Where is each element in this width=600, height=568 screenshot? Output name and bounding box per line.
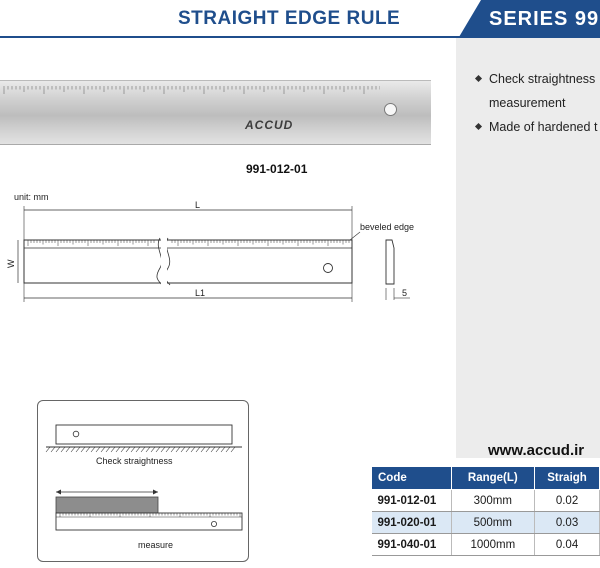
hatch-line — [106, 447, 110, 452]
feature-text: Made of hardened t — [489, 120, 598, 134]
hatch-line — [121, 447, 125, 452]
unit-label: unit: mm — [14, 192, 49, 202]
hatch-line — [46, 447, 50, 452]
hatch-line — [171, 447, 175, 452]
leader-line — [350, 232, 360, 240]
hatch-line — [186, 447, 190, 452]
hole-icon — [73, 431, 79, 437]
column-header-code: Code — [372, 467, 452, 490]
beveled-edge-label: beveled edge — [360, 222, 415, 232]
hatch-line — [71, 447, 75, 452]
ruler-scale-marks — [0, 84, 380, 98]
table-row — [372, 490, 600, 512]
usage-illustration — [37, 400, 249, 562]
hatch-line — [111, 447, 115, 452]
hatch-line — [196, 447, 200, 452]
cell-range: 300mm — [451, 490, 534, 512]
hatch-line — [141, 447, 145, 452]
feature-text: measurement — [489, 96, 566, 110]
page-title: STRAIGHT EDGE RULE — [178, 8, 401, 29]
ruler-outline — [56, 425, 232, 444]
hatch-line — [156, 447, 160, 452]
series-title: SERIES 99 — [489, 8, 600, 30]
length1-label: L1 — [195, 288, 206, 298]
hatch-line — [161, 447, 165, 452]
hatch-line — [216, 447, 220, 452]
break-gap — [161, 238, 167, 286]
measure-label: measure — [138, 540, 174, 550]
cell-straightness: 0.03 — [535, 512, 600, 534]
cell-code: 991-040-01 — [372, 534, 452, 556]
hatch-line — [96, 447, 100, 452]
hatch-line — [221, 447, 225, 452]
hatch-line — [176, 447, 180, 452]
arrow-head-icon — [56, 490, 61, 495]
hatch-line — [81, 447, 85, 452]
column-header-straightness: Straigh — [535, 467, 600, 490]
hatch-line — [116, 447, 120, 452]
surface-hatch — [46, 447, 235, 452]
technical-drawing — [0, 188, 440, 308]
hatch-line — [206, 447, 210, 452]
feature-item — [476, 72, 595, 86]
hatch-line — [56, 447, 60, 452]
feature-item-continued — [489, 96, 565, 110]
cell-code: 991-012-01 — [372, 490, 452, 512]
cell-straightness: 0.04 — [535, 534, 600, 556]
hatch-line — [101, 447, 105, 452]
arrow-head-icon — [153, 490, 158, 495]
hatch-line — [136, 447, 140, 452]
cell-range: 500mm — [451, 512, 534, 534]
check-label: Check straightness — [96, 456, 173, 466]
hatch-line — [126, 447, 130, 452]
website-url: www.accud.ir — [488, 442, 585, 459]
hatch-line — [51, 447, 55, 452]
workpiece — [56, 497, 158, 513]
table-row — [372, 512, 600, 534]
table-row — [372, 534, 600, 556]
table-header-row — [372, 467, 600, 490]
spec-table — [371, 466, 600, 556]
cell-range: 1000mm — [451, 534, 534, 556]
hatch-line — [201, 447, 205, 452]
feature-text: Check straightness — [489, 72, 596, 86]
width-label: W — [6, 259, 16, 268]
ruler-outline — [24, 240, 352, 283]
brand-logo: ACCUD — [245, 118, 294, 132]
model-code: 991-012-01 — [246, 162, 308, 176]
hatch-line — [166, 447, 170, 452]
cell-straightness: 0.02 — [535, 490, 600, 512]
thickness-label: 5 — [402, 288, 408, 298]
hatch-line — [91, 447, 95, 452]
feature-item — [476, 120, 597, 134]
hatch-line — [151, 447, 155, 452]
hatch-line — [146, 447, 150, 452]
hatch-line — [86, 447, 90, 452]
hatch-line — [226, 447, 230, 452]
hanging-hole-icon — [384, 103, 397, 116]
length-label: L — [195, 200, 201, 210]
usage-drawing — [38, 401, 248, 561]
hatch-line — [191, 447, 195, 452]
hatch-line — [131, 447, 135, 452]
hatch-line — [211, 447, 215, 452]
bullet-icon — [475, 75, 482, 82]
hatch-line — [181, 447, 185, 452]
hole-icon — [324, 264, 333, 273]
side-profile — [386, 240, 394, 284]
hole-icon — [211, 521, 216, 526]
hatch-line — [76, 447, 80, 452]
column-header-range: Range(L) — [451, 467, 534, 490]
hatch-line — [231, 447, 235, 452]
hatch-line — [66, 447, 70, 452]
cell-code: 991-020-01 — [372, 512, 452, 534]
bullet-icon — [475, 123, 482, 130]
hatch-line — [61, 447, 65, 452]
